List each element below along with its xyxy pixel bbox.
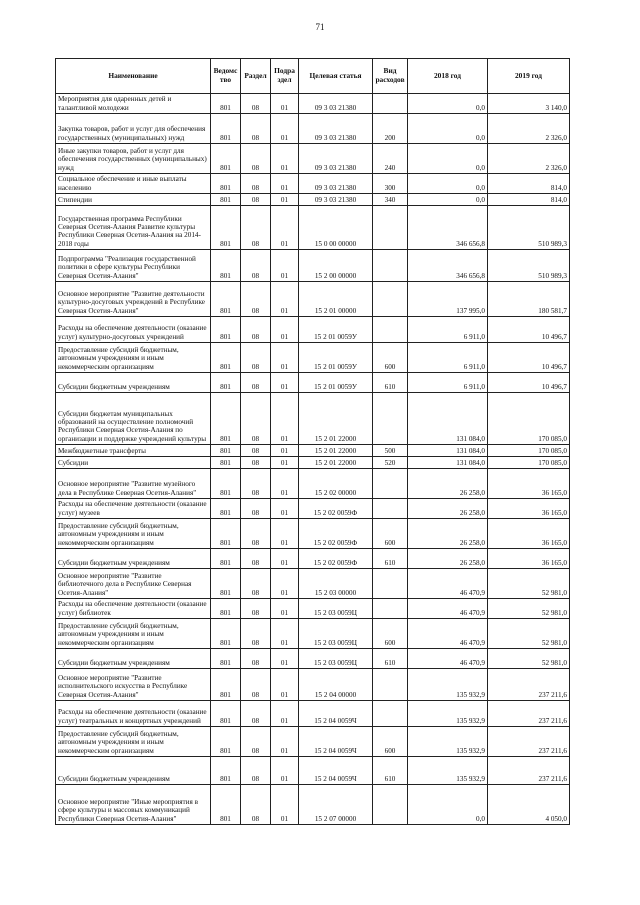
row-target: 15 2 03 00000 [299,569,373,599]
row-ved: 801 [211,569,241,599]
row-razdel: 08 [241,194,271,206]
row-razdel: 08 [241,701,271,727]
row-name: Расходы на обеспечение деятельности (оказание услуг) библиотек [56,599,211,619]
row-name: Основное мероприятие "Иные мероприятия в сфере культуры и массовых коммуникаций Республики Северная Осетия-Алания" [56,785,211,825]
row-target: 09 3 03 21380 [299,194,373,206]
row-razdel: 08 [241,317,271,343]
row-ved: 801 [211,174,241,194]
row-vid: 300 [373,174,408,194]
row-podrazdel: 01 [271,144,299,174]
row-value-2019: 237 211,6 [488,669,570,701]
row-razdel: 08 [241,569,271,599]
row-vid: 500 [373,445,408,457]
table-row [56,757,570,785]
row-ved: 801 [211,393,241,445]
row-razdel: 08 [241,757,271,785]
row-value-2019: 36 165,0 [488,499,570,519]
row-ved: 801 [211,144,241,174]
row-podrazdel: 01 [271,445,299,457]
row-value-2019: 237 211,6 [488,701,570,727]
row-target: 15 2 04 0059Ч [299,701,373,727]
row-name: Субсидии бюджетным учреждениям [56,373,211,393]
row-vid [373,599,408,619]
header-ved: Ведомс тво [211,59,241,94]
row-ved: 801 [211,250,241,282]
row-podrazdel: 01 [271,194,299,206]
row-ved: 801 [211,206,241,250]
table-row [56,519,570,549]
table-row [56,343,570,373]
header-2019: 2019 год [488,59,570,94]
row-ved: 801 [211,343,241,373]
row-podrazdel: 01 [271,94,299,114]
row-target: 09 3 03 21380 [299,174,373,194]
table-row [56,499,570,519]
row-razdel: 08 [241,469,271,499]
table-row [56,669,570,701]
row-vid [373,701,408,727]
row-razdel: 08 [241,250,271,282]
row-podrazdel: 01 [271,569,299,599]
row-name: Предоставление субсидий бюджетным, автономным учреждениям и иным некоммерческим организациям [56,727,211,757]
row-value-2019: 237 211,6 [488,727,570,757]
table-row [56,393,570,445]
table-row [56,114,570,144]
row-target: 15 2 01 22000 [299,445,373,457]
row-vid [373,669,408,701]
row-target: 15 2 01 00000 [299,282,373,317]
row-vid: 520 [373,457,408,469]
row-ved: 801 [211,499,241,519]
row-podrazdel: 01 [271,727,299,757]
row-podrazdel: 01 [271,282,299,317]
header-podrazdel: Подра здел [271,59,299,94]
row-name: Предоставление субсидий бюджетным, автономным учреждениям и иным некоммерческим организациям [56,619,211,649]
page-number: 71 [315,22,325,32]
row-ved: 801 [211,727,241,757]
row-razdel: 08 [241,649,271,669]
header-2018: 2018 год [408,59,488,94]
row-ved: 801 [211,282,241,317]
row-value-2019: 52 981,0 [488,619,570,649]
row-value-2019: 510 989,3 [488,206,570,250]
table-row [56,250,570,282]
row-value-2019: 510 989,3 [488,250,570,282]
row-razdel: 08 [241,727,271,757]
row-name: Основное мероприятие "Развитие исполнительского искусства в Республике Северная Осетия-Алания" [56,669,211,701]
row-vid: 610 [373,549,408,569]
table-row [56,599,570,619]
table-row [56,174,570,194]
row-value-2019: 36 165,0 [488,549,570,569]
row-value-2018: 131 084,0 [408,445,488,457]
row-target: 15 2 04 00000 [299,669,373,701]
row-ved: 801 [211,194,241,206]
row-podrazdel: 01 [271,174,299,194]
row-podrazdel: 01 [271,250,299,282]
row-vid: 610 [373,649,408,669]
row-podrazdel: 01 [271,519,299,549]
row-value-2018: 6 911,0 [408,373,488,393]
row-razdel: 08 [241,457,271,469]
row-target: 15 2 01 0059У [299,317,373,343]
row-vid: 600 [373,519,408,549]
row-value-2018: 131 084,0 [408,457,488,469]
table-row [56,194,570,206]
row-value-2019: 2 326,0 [488,144,570,174]
row-value-2018: 6 911,0 [408,317,488,343]
row-target: 15 2 02 0059Ф [299,549,373,569]
row-vid: 610 [373,757,408,785]
row-vid: 240 [373,144,408,174]
row-value-2019: 170 085,0 [488,393,570,445]
row-podrazdel: 01 [271,669,299,701]
row-target: 15 2 02 0059Ф [299,499,373,519]
row-value-2018: 135 932,9 [408,701,488,727]
row-vid [373,250,408,282]
row-name: Субсидии бюджетным учреждениям [56,649,211,669]
row-ved: 801 [211,114,241,144]
row-podrazdel: 01 [271,599,299,619]
row-vid [373,317,408,343]
row-vid [373,785,408,825]
row-podrazdel: 01 [271,206,299,250]
row-value-2018: 0,0 [408,94,488,114]
row-value-2018: 135 932,9 [408,669,488,701]
header-vid: Вид расходов [373,59,408,94]
row-value-2018: 131 084,0 [408,393,488,445]
row-target: 15 2 02 0059Ф [299,519,373,549]
row-value-2018: 346 656,8 [408,206,488,250]
table-row [56,569,570,599]
table-row [56,549,570,569]
table-row [56,701,570,727]
row-value-2019: 170 085,0 [488,445,570,457]
row-target: 15 2 01 22000 [299,457,373,469]
row-podrazdel: 01 [271,649,299,669]
row-razdel: 08 [241,499,271,519]
row-value-2019: 10 496,7 [488,343,570,373]
row-target: 15 2 07 00000 [299,785,373,825]
row-vid: 600 [373,619,408,649]
row-target: 15 2 04 0059Ч [299,757,373,785]
row-value-2018: 46 470,9 [408,649,488,669]
row-value-2019: 814,0 [488,194,570,206]
row-razdel: 08 [241,519,271,549]
row-razdel: 08 [241,785,271,825]
row-value-2018: 26 258,0 [408,519,488,549]
row-name: Иные закупки товаров, работ и услуг для обеспечения государственных (муниципальных) нужд [56,144,211,174]
row-target: 15 2 03 0059Ц [299,619,373,649]
row-name: Расходы на обеспечение деятельности (оказание услуг) культурно-досуговых учреждений [56,317,211,343]
row-name: Подпрограмма "Реализация государственной политики в сфере культуры Республики Северная Осетия-Алания" [56,250,211,282]
row-ved: 801 [211,669,241,701]
row-value-2018: 46 470,9 [408,599,488,619]
row-podrazdel: 01 [271,114,299,144]
row-target: 15 2 01 0059У [299,373,373,393]
row-target: 15 2 00 00000 [299,250,373,282]
row-value-2018: 0,0 [408,144,488,174]
table-row [56,619,570,649]
row-podrazdel: 01 [271,701,299,727]
row-vid [373,569,408,599]
row-razdel: 08 [241,393,271,445]
row-target: 15 2 01 0059У [299,343,373,373]
row-vid: 600 [373,727,408,757]
row-name: Предоставление субсидий бюджетным, автономным учреждениям и иным некоммерческим организациям [56,519,211,549]
row-vid [373,469,408,499]
row-value-2019: 10 496,7 [488,373,570,393]
header-razdel: Раздел [241,59,271,94]
row-value-2018: 26 258,0 [408,549,488,569]
row-vid [373,94,408,114]
row-razdel: 08 [241,174,271,194]
row-ved: 801 [211,701,241,727]
row-target: 09 3 03 21380 [299,144,373,174]
row-name: Расходы на обеспечение деятельности (оказание услуг) театральных и концертных учреждений [56,701,211,727]
row-ved: 801 [211,785,241,825]
table-body [56,94,570,825]
row-name: Закупка товаров, работ и услуг для обеспечения государственных (муниципальных) нужд [56,114,211,144]
row-name: Социальное обеспечение и иные выплаты населению [56,174,211,194]
row-value-2019: 10 496,7 [488,317,570,343]
row-ved: 801 [211,457,241,469]
row-podrazdel: 01 [271,469,299,499]
row-value-2019: 36 165,0 [488,519,570,549]
row-razdel: 08 [241,343,271,373]
row-razdel: 08 [241,94,271,114]
row-value-2018: 0,0 [408,785,488,825]
row-vid: 610 [373,373,408,393]
row-ved: 801 [211,519,241,549]
row-value-2019: 36 165,0 [488,469,570,499]
table-row [56,144,570,174]
row-vid [373,499,408,519]
budget-table [55,58,570,825]
row-ved: 801 [211,549,241,569]
row-name: Субсидии бюджетам муниципальных образований на осуществление полномочий Республики Северная Осетия-Алания по организации и поддержке учреждений культуры [56,393,211,445]
header-name: Наименование [56,59,211,94]
row-value-2019: 52 981,0 [488,599,570,619]
row-podrazdel: 01 [271,373,299,393]
row-value-2019: 170 085,0 [488,457,570,469]
row-value-2019: 4 050,0 [488,785,570,825]
row-podrazdel: 01 [271,457,299,469]
row-value-2019: 2 326,0 [488,114,570,144]
row-ved: 801 [211,445,241,457]
row-value-2018: 346 656,8 [408,250,488,282]
row-target: 15 2 04 0059Ч [299,727,373,757]
row-name: Субсидии бюджетным учреждениям [56,757,211,785]
header-target: Целевая статья [299,59,373,94]
row-name: Межбюджетные трансферты [56,445,211,457]
row-razdel: 08 [241,144,271,174]
table-row [56,469,570,499]
row-razdel: 08 [241,599,271,619]
row-value-2018: 0,0 [408,194,488,206]
row-razdel: 08 [241,373,271,393]
row-ved: 801 [211,649,241,669]
table-row [56,649,570,669]
row-razdel: 08 [241,669,271,701]
row-razdel: 08 [241,282,271,317]
row-name: Основное мероприятие "Развитие музейного дела в Республике Северная Осетия-Алания" [56,469,211,499]
row-ved: 801 [211,619,241,649]
row-vid: 340 [373,194,408,206]
row-razdel: 08 [241,549,271,569]
row-value-2018: 0,0 [408,114,488,144]
row-value-2019: 180 581,7 [488,282,570,317]
row-ved: 801 [211,94,241,114]
row-razdel: 08 [241,114,271,144]
row-podrazdel: 01 [271,317,299,343]
row-value-2018: 26 258,0 [408,469,488,499]
row-value-2018: 135 932,9 [408,757,488,785]
row-podrazdel: 01 [271,393,299,445]
row-podrazdel: 01 [271,549,299,569]
table-row [56,445,570,457]
row-razdel: 08 [241,445,271,457]
row-vid: 600 [373,343,408,373]
row-podrazdel: 01 [271,757,299,785]
row-name: Предоставление субсидий бюджетным, автономным учреждениям и иным некоммерческим организациям [56,343,211,373]
row-ved: 801 [211,317,241,343]
row-name: Стипендии [56,194,211,206]
row-target: 15 0 00 00000 [299,206,373,250]
table-row [56,785,570,825]
table-row [56,206,570,250]
table-row [56,282,570,317]
row-vid [373,282,408,317]
row-value-2019: 237 211,6 [488,757,570,785]
row-value-2018: 0,0 [408,174,488,194]
table-header-row [56,59,570,94]
row-name: Расходы на обеспечение деятельности (оказание услуг) музеев [56,499,211,519]
row-target: 09 3 03 21380 [299,114,373,144]
row-value-2019: 52 981,0 [488,649,570,669]
row-target: 15 2 03 0059Ц [299,599,373,619]
row-razdel: 08 [241,206,271,250]
row-vid: 200 [373,114,408,144]
row-name: Субсидии бюджетным учреждениям [56,549,211,569]
table-row [56,457,570,469]
row-ved: 801 [211,757,241,785]
row-podrazdel: 01 [271,785,299,825]
row-value-2018: 135 932,9 [408,727,488,757]
row-vid [373,393,408,445]
row-value-2019: 814,0 [488,174,570,194]
row-name: Основное мероприятие "Развитие деятельности культурно-досуговых учреждений в Республике Северная Осетия-Алания" [56,282,211,317]
row-target: 15 2 01 22000 [299,393,373,445]
row-value-2018: 137 995,0 [408,282,488,317]
row-target: 09 3 03 21380 [299,94,373,114]
row-value-2018: 6 911,0 [408,343,488,373]
row-name: Государственная программа Республики Северная Осетия-Алания Развитие культуры Республики Северная Осетия-Алания на 2014-2018 годы [56,206,211,250]
row-value-2018: 46 470,9 [408,619,488,649]
row-ved: 801 [211,469,241,499]
row-podrazdel: 01 [271,499,299,519]
row-podrazdel: 01 [271,343,299,373]
table-row [56,373,570,393]
table-row [56,317,570,343]
row-razdel: 08 [241,619,271,649]
row-target: 15 2 02 00000 [299,469,373,499]
table-row [56,727,570,757]
row-ved: 801 [211,599,241,619]
row-value-2018: 26 258,0 [408,499,488,519]
row-name: Мероприятия для одаренных детей и талантливой молодежи [56,94,211,114]
row-target: 15 2 03 0059Ц [299,649,373,669]
row-value-2019: 3 140,0 [488,94,570,114]
row-ved: 801 [211,373,241,393]
row-value-2019: 52 981,0 [488,569,570,599]
row-podrazdel: 01 [271,619,299,649]
row-vid [373,206,408,250]
row-name: Основное мероприятие "Развитие библиотечного дела в Республике Северная Осетия-Алания" [56,569,211,599]
row-value-2018: 46 470,9 [408,569,488,599]
table-row [56,94,570,114]
row-name: Субсидии [56,457,211,469]
